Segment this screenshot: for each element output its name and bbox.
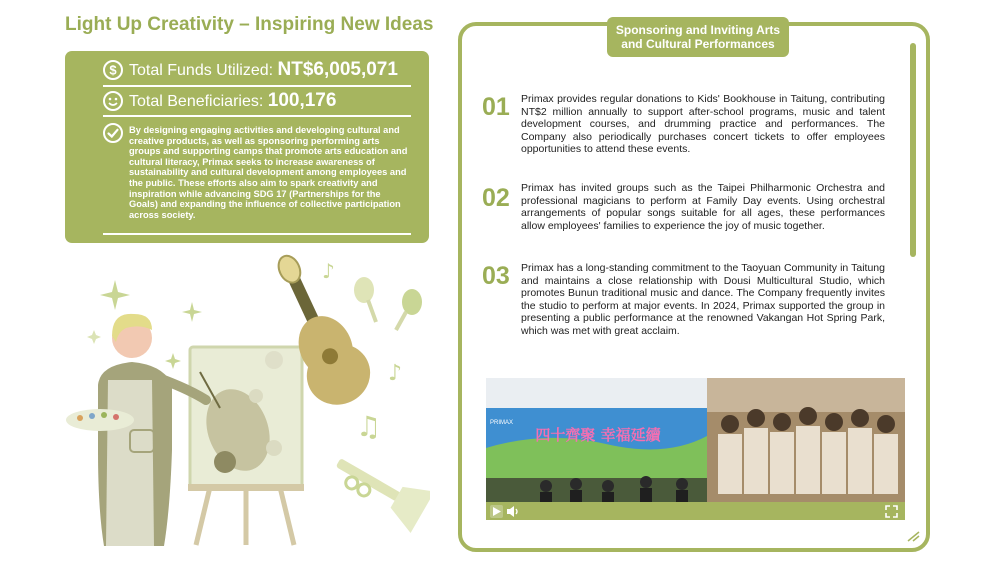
svg-text:♪: ♪	[388, 361, 403, 386]
item-text: Primax has a long-standing commitment to the Taoyuan Community in Taitung and maintains a close relationship with Dousi Multicultural Studio, which promotes Bunun traditional music and dance. The Company frequently invites the studio to perform at major events. In 2024, Primax supported the group in presenting a public performance at the renowned Vakangan Hot Spring Park, which was met with great acclaim.	[521, 262, 885, 337]
divider	[103, 233, 411, 235]
funds-label: Total Funds Utilized:	[129, 62, 274, 79]
fullscreen-icon[interactable]	[885, 505, 898, 518]
stats-description: By designing engaging activities and developing cultural and creative products, as well as sponsoring performing arts groups and supporting camps that promote arts education and cultural literacy, Primax seeks to increase awareness of sustainability and cultural development among employees and the public. These efforts also aim to spark creativity and inspiration while advancing SDG 17 (Partnerships for the Goals) and expanding the influence of collective participation across society.	[129, 125, 408, 220]
beneficiaries-row	[103, 88, 336, 114]
svg-text:♪: ♪	[322, 259, 335, 283]
resize-handle-icon[interactable]	[906, 530, 920, 542]
video-controls	[486, 502, 905, 520]
divider	[103, 85, 411, 87]
check-icon	[103, 123, 123, 143]
svg-text:♫: ♫	[356, 410, 382, 443]
funds-row	[103, 57, 398, 83]
performance-photos	[486, 378, 905, 520]
svg-text:$: $	[109, 62, 117, 78]
item-number: 03	[482, 262, 510, 290]
beneficiaries-label: Total Beneficiaries:	[129, 93, 264, 110]
panel-tag-line1: Sponsoring and Inviting Arts	[615, 23, 781, 37]
panel-scrollbar[interactable]	[910, 43, 916, 257]
item-text: Primax has invited groups such as the Taipei Philharmonic Orchestra and professional magicians to perform at Family Day events. Using orchestral arrangements of popular songs suitable for all ages, these performances allow employees' families to experience the joy of music together.	[521, 182, 885, 232]
divider	[103, 115, 411, 117]
funds-value: NT$6,005,071	[277, 59, 398, 80]
banner-title: 四十齊聚 幸福延續	[535, 426, 661, 444]
page-title: Light Up Creativity – Inspiring New Ideas	[65, 14, 434, 35]
item-number: 01	[482, 93, 510, 121]
volume-icon[interactable]	[506, 505, 520, 518]
smile-icon	[103, 91, 123, 111]
item-text: Primax provides regular donations to Kids' Bookhouse in Taitung, contributing NT$2 million annually to support after-school programs, music and talent development courses, and drumming practice and performances. The Company also periodically purchases concert tickets to offer employees opportunities to attend these events.	[521, 93, 885, 156]
beneficiaries-value: 100,176	[267, 90, 337, 111]
item-number: 02	[482, 184, 510, 212]
stats-box	[65, 51, 429, 243]
performance-video[interactable]	[486, 378, 905, 520]
dollar-icon	[103, 60, 123, 80]
artist-illustration	[60, 250, 430, 550]
panel-tag	[607, 17, 789, 57]
panel-tag-line2: and Cultural Performances	[621, 37, 775, 51]
play-icon[interactable]	[490, 505, 503, 518]
banner-brand: PRIMAX	[490, 420, 514, 426]
